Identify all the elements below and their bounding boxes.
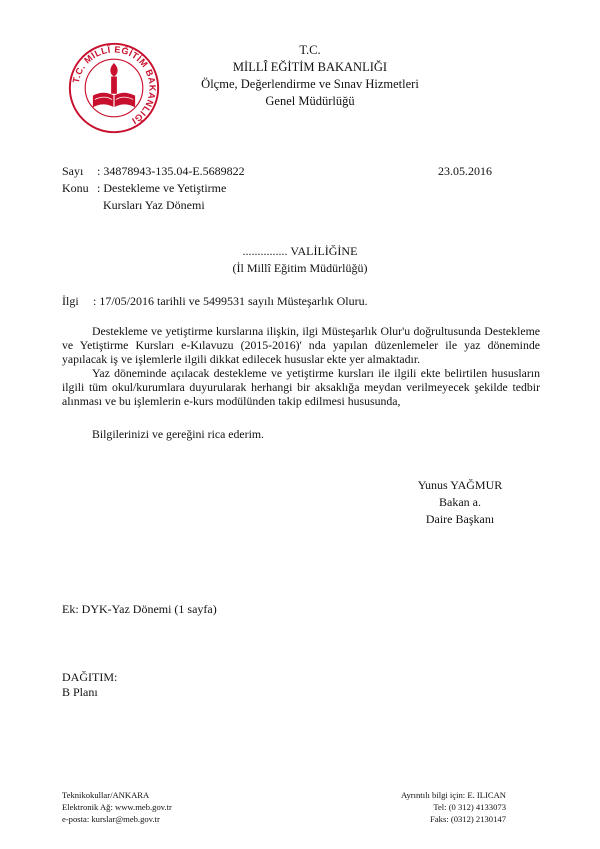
header-general-directorate: Genel Müdürlüğü (265, 94, 355, 108)
body-paragraph-3-text: Bilgilerinizi ve gereğini rica ederim. (92, 427, 264, 441)
attachment: Ek: DYK-Yaz Dönemi (1 sayfa) (62, 602, 217, 616)
ministry-logo (66, 40, 162, 136)
signature-title-2: Daire Başkanı (425, 512, 495, 526)
logo-ring-text: T.C. MİLLÎ EĞİTİM BAKANLIĞI (70, 44, 158, 127)
document-date: 23.05.2016 (438, 164, 492, 178)
ilgi-label: İlgi (62, 294, 79, 308)
konu-label: Konu (62, 181, 89, 195)
footer-email: e-posta: kurslar@meb.gov.tr (62, 814, 160, 824)
addressee-sub: (İl Millî Eğitim Müdürlüğü) (232, 261, 368, 275)
konu-value: : Destekleme ve Yetiştirme (97, 181, 227, 195)
ilgi-value: : 17/05/2016 tarihli ve 5499531 sayılı Müsteşarlık Oluru. (93, 294, 368, 308)
footer-contact: Ayrıntılı bilgi için: E. ILICAN (401, 790, 506, 800)
sayi-label: Sayı (62, 164, 84, 178)
body-paragraph-1-text: Destekleme ve yetiştirme kurslarına ilişkin, ilgi Müsteşarlık Olur'u doğrultusunda Destekleme ve Yetiştirme Kursları e-Kılavuzu (2015-2016)' nda yapılan düzenlemeler ile yaz döneminde yapılacak iş ve işlemlerle ilgili dikkat edilecek hususlar ekte yer almaktadır. (62, 324, 540, 367)
header-ministry: MİLLÎ EĞİTİM BAKANLIĞI (232, 60, 388, 74)
addressee: ............... VALİLİĞİNE (242, 244, 358, 258)
footer-phone: Tel: (0 312) 4133073 (433, 802, 506, 812)
footer-fax: Faks: (0312) 2130147 (430, 814, 506, 824)
header-tc: T.C. (299, 43, 321, 57)
body-paragraph-1 (62, 324, 540, 367)
sayi-value: : 34878943-135.04-E.5689822 (97, 164, 245, 178)
body-paragraph-2-text: Yaz döneminde açılacak destekleme ve yetiştirme kursları ile ilgili ekte belirtilen hususların ilgili tüm okul/kurumlara duyurularak herhangi bir aksaklığa meydan verilmeyecek şekilde tedbir alınması ve bu işlemlerin e-kurs modülünden takip edilmesi hususunda, (62, 366, 540, 409)
footer-address: Teknikokullar/ANKARA (62, 790, 150, 800)
body-paragraph-2 (62, 366, 540, 409)
body-paragraph-3 (62, 427, 540, 441)
header-directorate: Ölçme, Değerlendirme ve Sınav Hizmetleri (201, 77, 419, 91)
distribution-value: B Planı (62, 685, 98, 699)
distribution-label: DAĞITIM: (62, 670, 118, 684)
signature-title-1: Bakan a. (439, 495, 481, 509)
footer-website: Elektronik Ağ: www.meb.gov.tr (62, 802, 172, 812)
konu-value-line2: Kursları Yaz Dönemi (103, 198, 205, 212)
signature-name: Yunus YAĞMUR (417, 478, 503, 492)
